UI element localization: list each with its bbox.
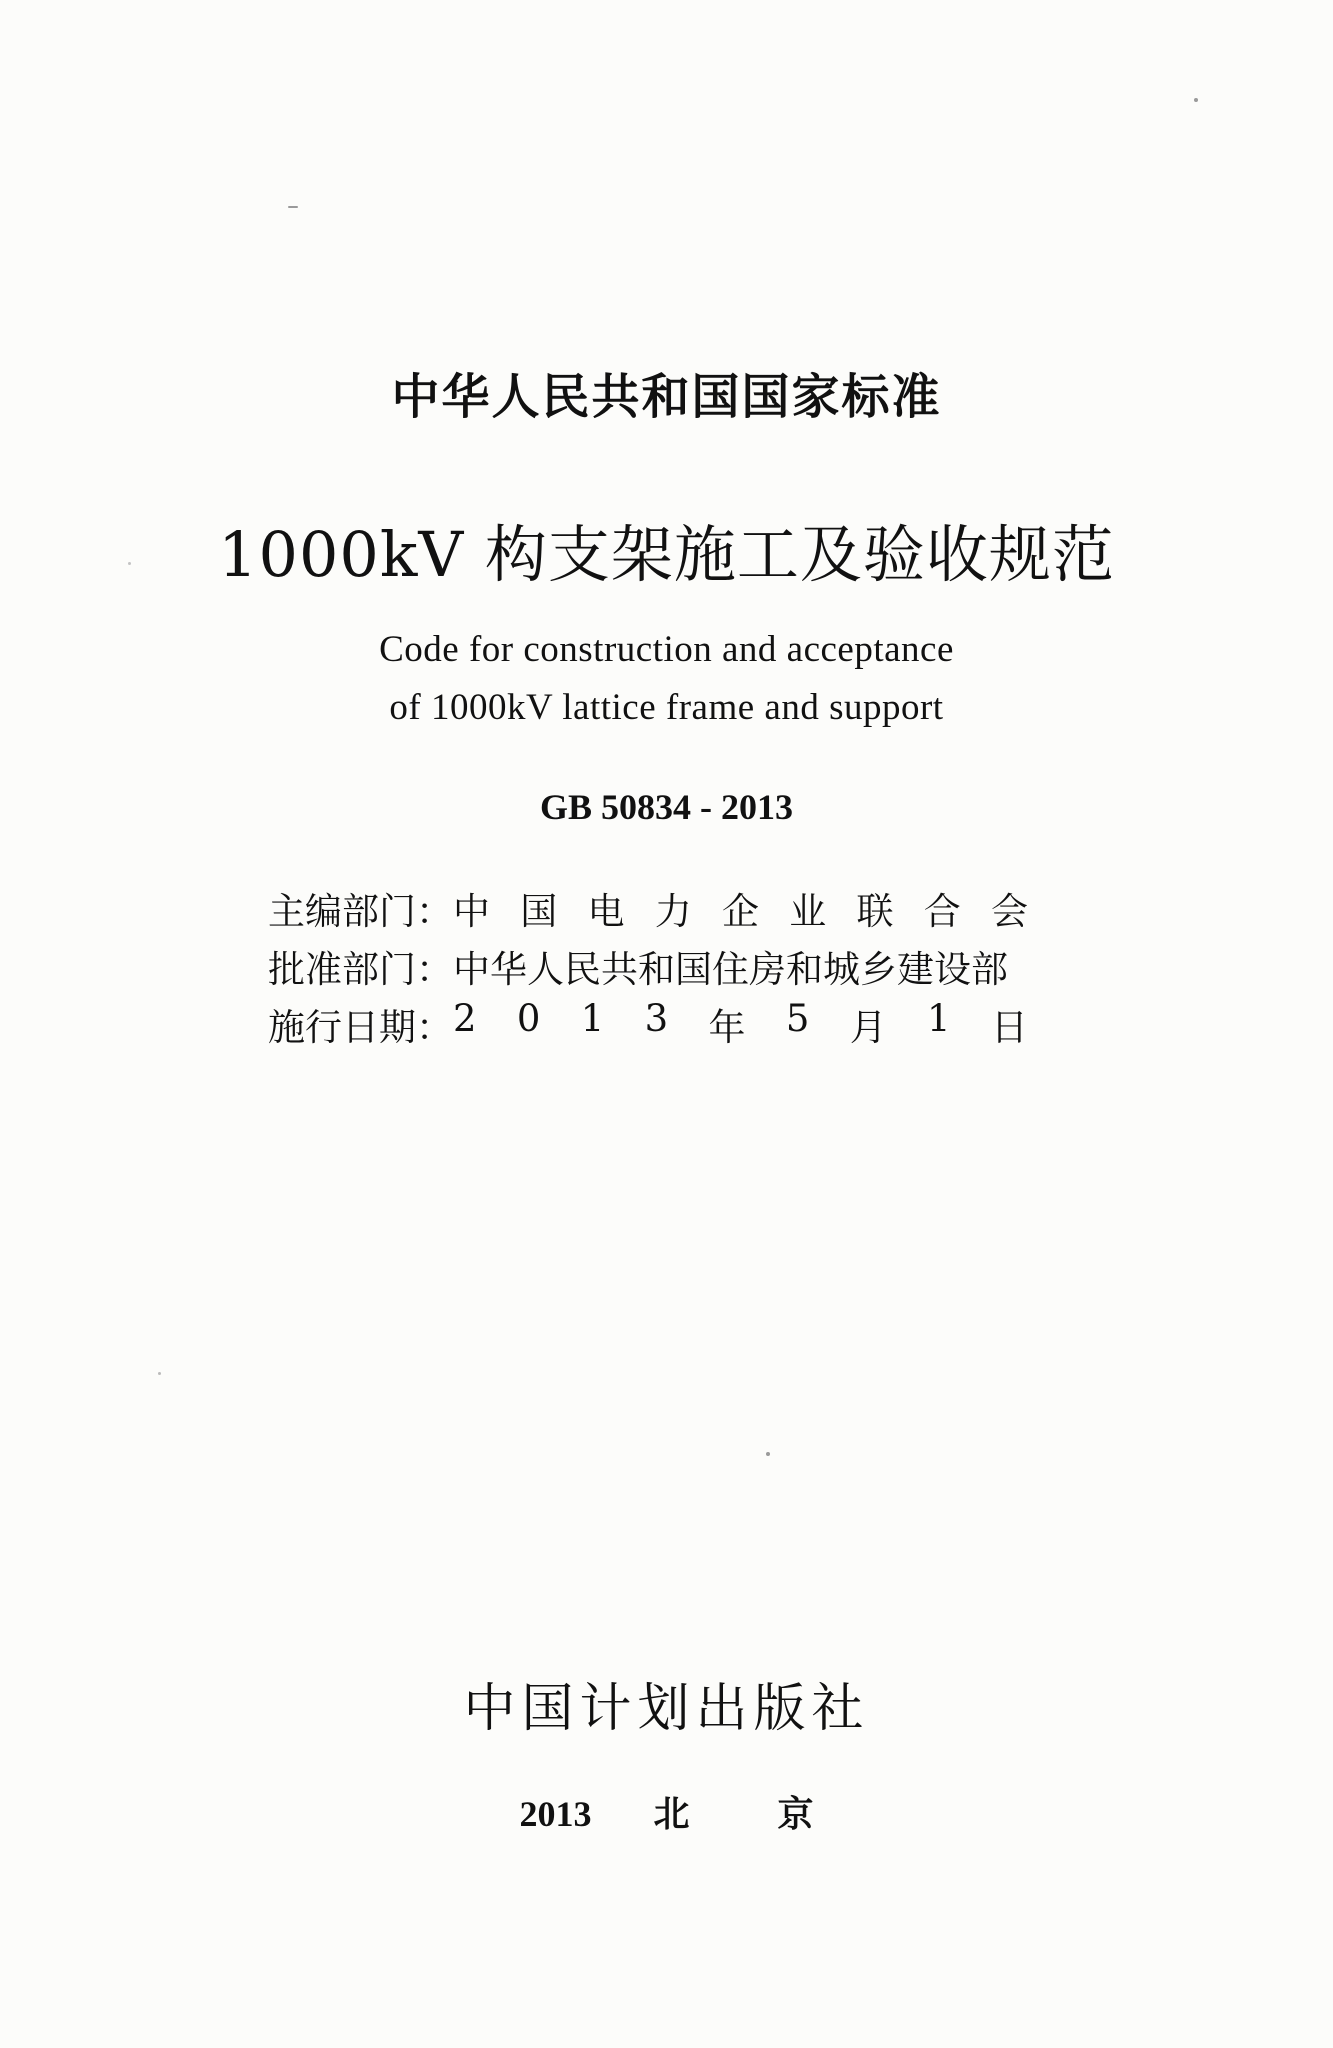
- scan-speck: [766, 1452, 770, 1456]
- editor-char: 中: [453, 890, 490, 933]
- effective-date-label: 施行日期：: [268, 1006, 453, 1049]
- standard-code: GB 50834 - 2013: [539, 787, 793, 827]
- editor-department-label: 主编部门：: [268, 890, 453, 933]
- editor-char: 联: [856, 890, 894, 933]
- editor-department-row: [268, 882, 1028, 934]
- date-char: 0: [516, 997, 541, 1040]
- date-char: 2: [453, 997, 477, 1040]
- editor-char: 业: [789, 890, 827, 933]
- date-char: 1: [580, 997, 605, 1040]
- date-char: 月: [849, 1006, 887, 1049]
- editor-char: 电: [587, 890, 625, 933]
- publication-year: 2013: [519, 1794, 592, 1834]
- standard-title-zh: 1000kV 构支架施工及验收规范: [218, 518, 1115, 591]
- date-char: 1: [927, 997, 951, 1040]
- date-char: 3: [644, 997, 669, 1040]
- approver-department-value: 中华人民共和国住房和城乡建设部: [453, 948, 1008, 991]
- publication-city-char: 北: [653, 1794, 690, 1834]
- approver-department-label: 批准部门：: [268, 948, 453, 991]
- date-char: 日: [990, 1006, 1028, 1049]
- standard-title-en-line2: of 1000kV lattice frame and support: [389, 687, 944, 728]
- editor-char: 国: [520, 890, 558, 933]
- editor-department-value: [453, 881, 1028, 935]
- publication-city-char: 京: [777, 1794, 814, 1834]
- effective-date-value: [453, 997, 1028, 1051]
- scan-speck: [288, 206, 298, 208]
- editor-char: 合: [923, 890, 961, 933]
- approver-department-row: [268, 940, 1028, 992]
- scan-speck: [128, 562, 131, 565]
- scan-speck: [1194, 98, 1198, 102]
- effective-date-row: [268, 998, 1028, 1050]
- date-char: 5: [785, 997, 810, 1040]
- national-standard-heading: 中华人民共和国国家标准: [391, 369, 942, 425]
- editor-char: 企: [722, 890, 759, 933]
- date-char: 年: [708, 1006, 746, 1049]
- scan-speck: [158, 1372, 161, 1375]
- publisher-name: 中国计划出版社: [463, 1679, 870, 1739]
- publication-year-city: [0, 1786, 1333, 1837]
- editor-char: 力: [654, 890, 692, 933]
- editor-char: 会: [991, 890, 1028, 933]
- standard-title-en-line1: Code for construction and acceptance: [379, 629, 954, 670]
